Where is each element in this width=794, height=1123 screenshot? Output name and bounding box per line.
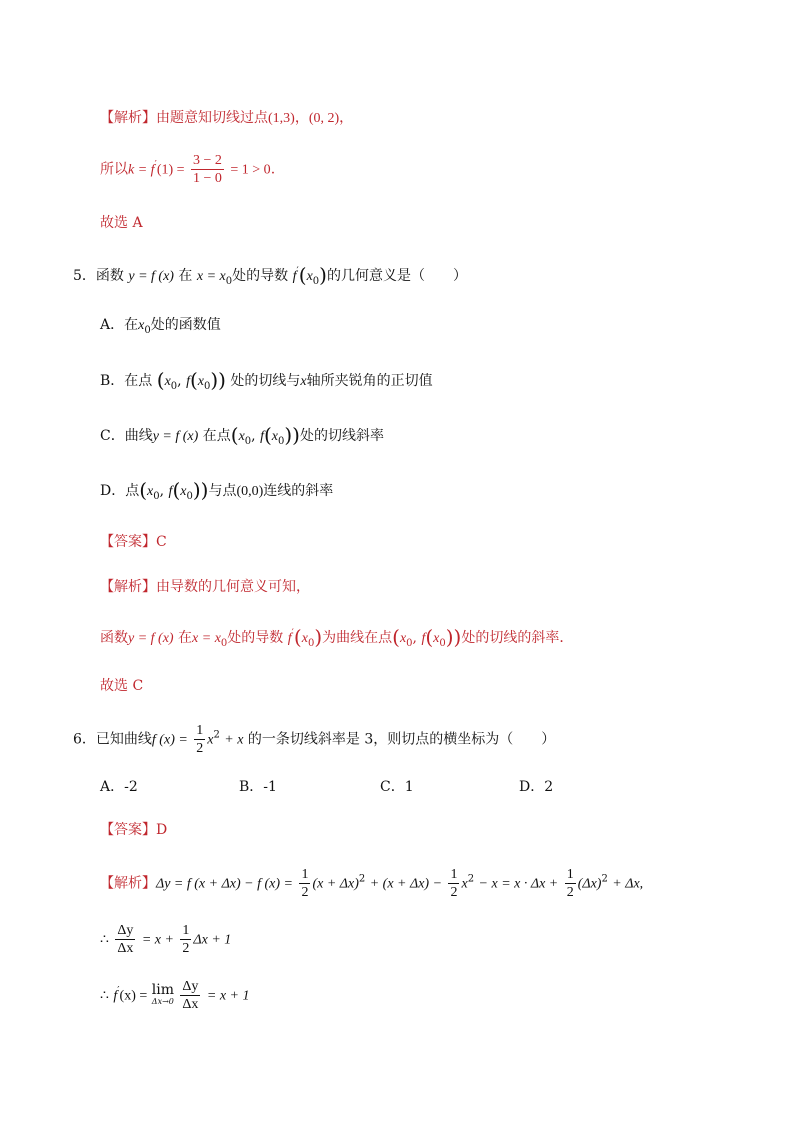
- q5-number: 5．: [73, 268, 96, 284]
- q5-analysis-line2: 函数y = f (x) 在$x = x_0$处的导数 $f'(x_0)$为曲线在点($x_0$, $f(x_0)$)处的切线的斜率．: [100, 625, 574, 649]
- x-var: x: [300, 374, 307, 389]
- q6-stem: [73, 722, 555, 757]
- prime: ′: [296, 266, 299, 277]
- f-symbol: f: [168, 484, 173, 499]
- therefore-symbol: ∴: [100, 987, 109, 1004]
- option-label: C．曲线: [100, 428, 153, 444]
- fraction-denominator: 2: [182, 941, 190, 956]
- prime: ′: [154, 159, 157, 171]
- origin-point: (0,0): [236, 484, 264, 499]
- fraction-denominator: 2: [566, 885, 574, 900]
- analysis-text: 处的切线的斜率: [461, 630, 560, 646]
- lim-subscript: Δx→0: [151, 996, 174, 1006]
- x-var: x: [138, 318, 145, 333]
- point-2: (0, 2): [308, 111, 340, 126]
- f-symbol: f: [421, 631, 426, 646]
- period: ．: [559, 630, 574, 646]
- fraction-denominator: 2: [301, 885, 309, 900]
- analysis-tag: 【解析】: [100, 579, 156, 595]
- fraction-denominator: 2: [450, 885, 458, 900]
- subscript-zero: 0: [225, 276, 233, 287]
- analysis-text: 处的导数: [227, 630, 284, 646]
- option-text: 与点: [208, 483, 237, 499]
- x-var: x: [197, 374, 204, 389]
- fraction-denominator: Δx: [182, 997, 199, 1012]
- q6-stem-text: 的一条切线斜率是 3，则切点的横坐标为（ ）: [247, 731, 556, 748]
- math-expr: Δy = f (x + Δx) − f (x) =: [156, 876, 294, 892]
- q6-option-b: B．-1: [239, 779, 277, 795]
- x-var: x: [301, 631, 308, 646]
- x-var: x: [399, 631, 407, 646]
- q6-option-a: A．-2: [100, 779, 138, 795]
- q6-derivation-1: [100, 866, 643, 901]
- option-label: D．点: [100, 483, 140, 499]
- plus-x: + x: [224, 732, 244, 748]
- prev-choose: 故选 A: [100, 215, 143, 231]
- q5-option-d: D．点($x_0$, $f(x_0)$)与点(0,0)连线的斜率: [100, 478, 334, 502]
- function-expr: y = f (x): [128, 269, 174, 284]
- separator: ，: [339, 110, 354, 126]
- math-expr: = x + 1: [206, 988, 250, 1004]
- slope-rhs: = 1 > 0: [230, 162, 271, 178]
- option-text: 在点: [202, 428, 231, 444]
- answer-value: D: [156, 822, 168, 838]
- x-var: x: [271, 429, 278, 444]
- option-text: 处的切线与: [230, 373, 301, 389]
- point-1: (1,3): [268, 111, 295, 126]
- half-fraction: [194, 722, 205, 757]
- q5-answer: [100, 532, 167, 552]
- analysis-text: 由导数的几何意义可知，: [156, 579, 310, 595]
- q6-number: 6．: [73, 731, 96, 748]
- half-fraction: [180, 922, 191, 957]
- x-var: x: [238, 429, 245, 444]
- math-expr: − x = x · Δx +: [478, 876, 559, 892]
- exponent: 2: [467, 873, 475, 885]
- option-text: 轴所夹锐角的正切值: [306, 373, 433, 389]
- q6-derivation-2: [100, 922, 231, 957]
- f-symbol: f: [292, 269, 297, 284]
- prime: ′: [117, 985, 120, 997]
- subscript-zero: 0: [153, 491, 160, 502]
- q5-stem: 5．函数 y = f (x) 在 $x = x_0$处的导数 $f'(x_0)$的几何意义是（ ）: [73, 263, 467, 287]
- option-text: 处的函数值: [150, 317, 221, 333]
- fraction-numerator: 1: [182, 923, 190, 938]
- separator: ，: [294, 110, 309, 126]
- subscript-zero: 0: [244, 436, 252, 447]
- q5-option-b: B．在点 ($x_0$, $f(x_0)$) 处的切线与x轴所夹锐角的正切值: [100, 368, 433, 392]
- option-label: B．在点: [100, 373, 153, 389]
- slope-lead: 所以: [100, 161, 128, 178]
- x-eq: x = x: [196, 269, 226, 284]
- subscript-zero: 0: [278, 436, 285, 447]
- q6-option-d: D．2: [519, 779, 554, 795]
- function-expr: y = f (x): [152, 429, 199, 444]
- fraction-denominator: 2: [196, 741, 204, 756]
- analysis-text: 为曲线在点: [322, 630, 393, 646]
- subscript-zero: 0: [203, 381, 211, 392]
- x-var: x: [147, 484, 154, 499]
- x-var: x: [164, 374, 171, 389]
- exponent: 2: [213, 729, 220, 741]
- f-symbol: f: [186, 374, 190, 389]
- fraction-denominator: Δx: [117, 941, 134, 956]
- prev-analysis-line: [100, 108, 353, 129]
- fraction-numerator: 1: [450, 867, 458, 882]
- q6-answer: [100, 820, 167, 840]
- q5-stem-text: 函数: [95, 268, 124, 284]
- fraction-numerator: 1: [301, 867, 309, 882]
- fraction-numerator: 1: [196, 723, 204, 738]
- prev-slope-line: [100, 152, 275, 187]
- subscript-zero: 0: [439, 638, 446, 649]
- q5-stem-text: 的几何意义是（ ）: [326, 268, 467, 284]
- subscript-zero: 0: [144, 325, 151, 336]
- f-symbol: f: [260, 429, 264, 444]
- subscript-zero: 0: [220, 638, 228, 649]
- x-var: x: [207, 732, 214, 748]
- q5-option-c: C．曲线y = f (x) 在点($x_0$, $f(x_0)$)处的切线斜率: [100, 423, 384, 447]
- subscript-zero: 0: [170, 381, 178, 392]
- x-var: x: [433, 631, 440, 646]
- x-var: x: [461, 876, 468, 892]
- math-expr: (x + Δx): [312, 876, 359, 892]
- analysis-tag: 【解析】: [100, 110, 156, 126]
- answer-tag: 【答案】: [100, 822, 156, 838]
- q5-option-a: [100, 315, 221, 341]
- option-text: 处的切线斜率: [299, 428, 384, 444]
- fraction-numerator: 3 − 2: [193, 153, 222, 168]
- answer-tag: 【答案】: [100, 534, 156, 550]
- dy-dx-fraction: [115, 922, 135, 957]
- math-expr: = x +: [141, 932, 174, 948]
- q5-stem-text: 处的导数: [232, 268, 289, 284]
- q5-stem-text: 在: [178, 268, 193, 284]
- x-var: x: [306, 269, 313, 284]
- half-fraction: [565, 866, 576, 901]
- subscript-zero: 0: [186, 491, 193, 502]
- slope-fraction: [191, 152, 224, 187]
- subscript-zero: 0: [312, 276, 320, 287]
- math-expr: + (x + Δx) −: [369, 876, 443, 892]
- exponent: 2: [358, 873, 366, 885]
- analysis-text: 在: [178, 630, 193, 646]
- math-expr: Δx + 1: [193, 932, 232, 948]
- slope-arg: (1) =: [156, 162, 185, 178]
- fx-expr: f (x) =: [151, 732, 188, 748]
- option-label: A．在: [100, 317, 139, 333]
- fraction-denominator: 1 − 0: [193, 171, 222, 186]
- math-expr: (Δx): [577, 876, 602, 892]
- fraction-numerator: Δy: [182, 979, 199, 994]
- fraction-numerator: 1: [566, 867, 574, 882]
- slope-lhs: k = f: [128, 162, 155, 178]
- subscript-zero: 0: [307, 638, 315, 649]
- answer-value: C: [156, 534, 167, 550]
- x-var: x: [180, 484, 187, 499]
- q5-analysis: [100, 577, 310, 597]
- half-fraction: [448, 866, 459, 901]
- period: .: [270, 161, 276, 178]
- limit: [151, 981, 174, 1008]
- lim-text: lim: [151, 981, 174, 998]
- x-eq: x = x: [192, 631, 221, 646]
- half-fraction: [299, 866, 310, 901]
- function-expr: y = f (x): [128, 631, 174, 646]
- f-symbol: f: [287, 631, 292, 646]
- analysis-text: 函数: [100, 630, 128, 646]
- q6-derivation-3: [100, 978, 250, 1013]
- therefore-symbol: ∴: [100, 931, 109, 948]
- subscript-zero: 0: [406, 638, 413, 649]
- q6-stem-text: 已知曲线: [95, 731, 152, 748]
- exponent: 2: [601, 873, 608, 885]
- math-expr: + Δx,: [612, 876, 644, 892]
- q6-option-c: C．1: [380, 779, 414, 795]
- dy-dx-fraction: [180, 978, 200, 1013]
- f-symbol: f: [113, 988, 118, 1004]
- prime: ′: [291, 628, 294, 639]
- option-text: 连线的斜率: [263, 483, 334, 499]
- analysis-tag: 【解析】: [100, 875, 156, 892]
- q5-choose: 故选 C: [100, 678, 144, 694]
- analysis-text: 由题意知切线过点: [156, 110, 268, 126]
- math-expr: (x) =: [119, 988, 148, 1004]
- fraction-numerator: Δy: [117, 923, 134, 938]
